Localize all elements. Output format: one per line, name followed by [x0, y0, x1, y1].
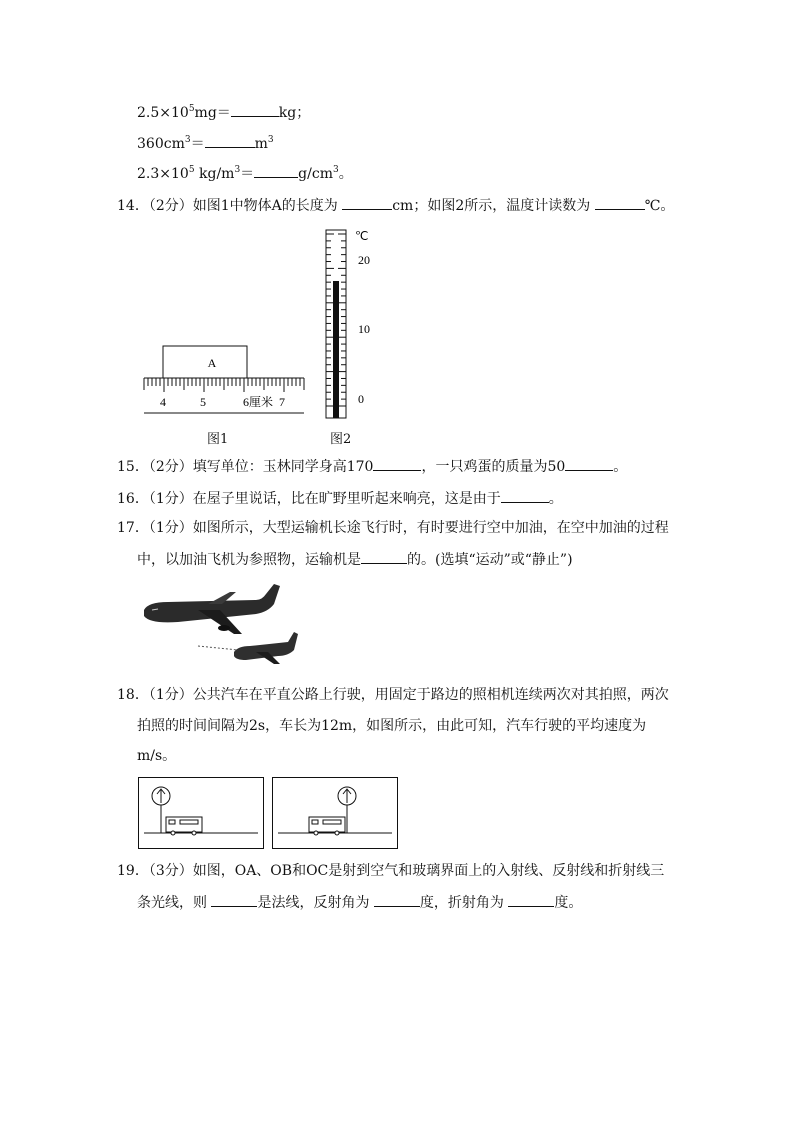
answer-blank[interactable] [231, 102, 279, 117]
q15-text: 15．（2分）填写单位：玉林同学身高170 ，一只鸡蛋的质量为50 。 [117, 456, 627, 477]
answer-blank[interactable] [374, 892, 420, 907]
answer-blank[interactable] [565, 456, 613, 471]
fig2-caption: 图2 [330, 432, 352, 447]
q19-line-1: 19．（3分）如图，OA、OB和OC是射到空气和玻璃界面上的入射线、反射线和折射线三 [117, 863, 665, 879]
answer-blank[interactable] [205, 133, 255, 148]
q13-line-2: $360cm^3= m^3$ [137, 135, 274, 152]
fig1-caption: 图1 [207, 432, 229, 447]
answer-blank[interactable] [508, 892, 554, 907]
answer-blank[interactable] [373, 456, 421, 471]
block-a [163, 346, 247, 378]
answer-blank[interactable] [254, 163, 298, 178]
bus-icon [309, 817, 345, 835]
ruler-label-6: 6厘米 [242, 395, 274, 409]
aerial-refueling-illustration [138, 580, 298, 670]
q17-line-2: 中，以加油飞机为参照物，运输机是 的。(选填“运动”或“静止”) [137, 549, 573, 570]
ruler-label-4: 4 [160, 395, 166, 409]
answer-blank[interactable] [361, 549, 407, 564]
thermometer-liquid [333, 281, 339, 418]
ruler-figure [136, 340, 316, 420]
bus-photo-2 [272, 777, 398, 849]
block-a-label: A [207, 356, 217, 370]
thermometer-label-10: 10 [358, 322, 370, 336]
thermometer-label-20: 20 [358, 253, 370, 267]
answer-blank[interactable] [501, 488, 549, 503]
transport-aircraft-icon [144, 584, 280, 634]
q18-line-2: 拍照的时间间隔为2s，车长为12m，如图所示，由此可知，汽车行驶的平均速度为 [137, 718, 647, 734]
q19-line-2: 条光线，则 是法线，反射角为 度，折射角为 度。 [137, 892, 582, 913]
q13-line-3: $2.3\times 10^5$ $kg/m^3= g/cm^3$。 [137, 165, 353, 182]
answer-blank[interactable] [211, 892, 257, 907]
q17-line-1: 17．（1分）如图所示，大型运输机长途飞行时，有时要进行空中加油，在空中加油的过程 [117, 520, 669, 536]
q16-text: 16．（1分）在屋子里说话，比在旷野里听起来响亮，这是由于 。 [117, 488, 563, 509]
q18-line-1: 18．（1分）公共汽车在平直公路上行驶，用固定于路边的照相机连续两次对其拍照，两次 [117, 687, 669, 703]
tanker-aircraft-icon [198, 632, 298, 664]
ruler-label-5: 5 [200, 395, 206, 409]
thermometer-figure [316, 226, 376, 426]
bus-photo-1 [138, 777, 264, 849]
q13-line-1: $2.5\times 10^5mg=$ kg； [137, 104, 311, 121]
thermometer-label-0: 0 [358, 392, 364, 406]
answer-blank[interactable] [342, 195, 392, 210]
answer-blank[interactable] [595, 195, 645, 210]
bus-icon [166, 817, 202, 835]
thermometer-unit: ℃ [355, 229, 369, 243]
ruler-label-7: 7 [279, 395, 285, 409]
q18-line-3: m/s。 [137, 748, 177, 764]
q14-text: 14．（2分）如图1中物体A的长度为 cm；如图2所示，温度计读数为 ℃。 [117, 195, 674, 216]
ruler-ticks [144, 378, 304, 392]
